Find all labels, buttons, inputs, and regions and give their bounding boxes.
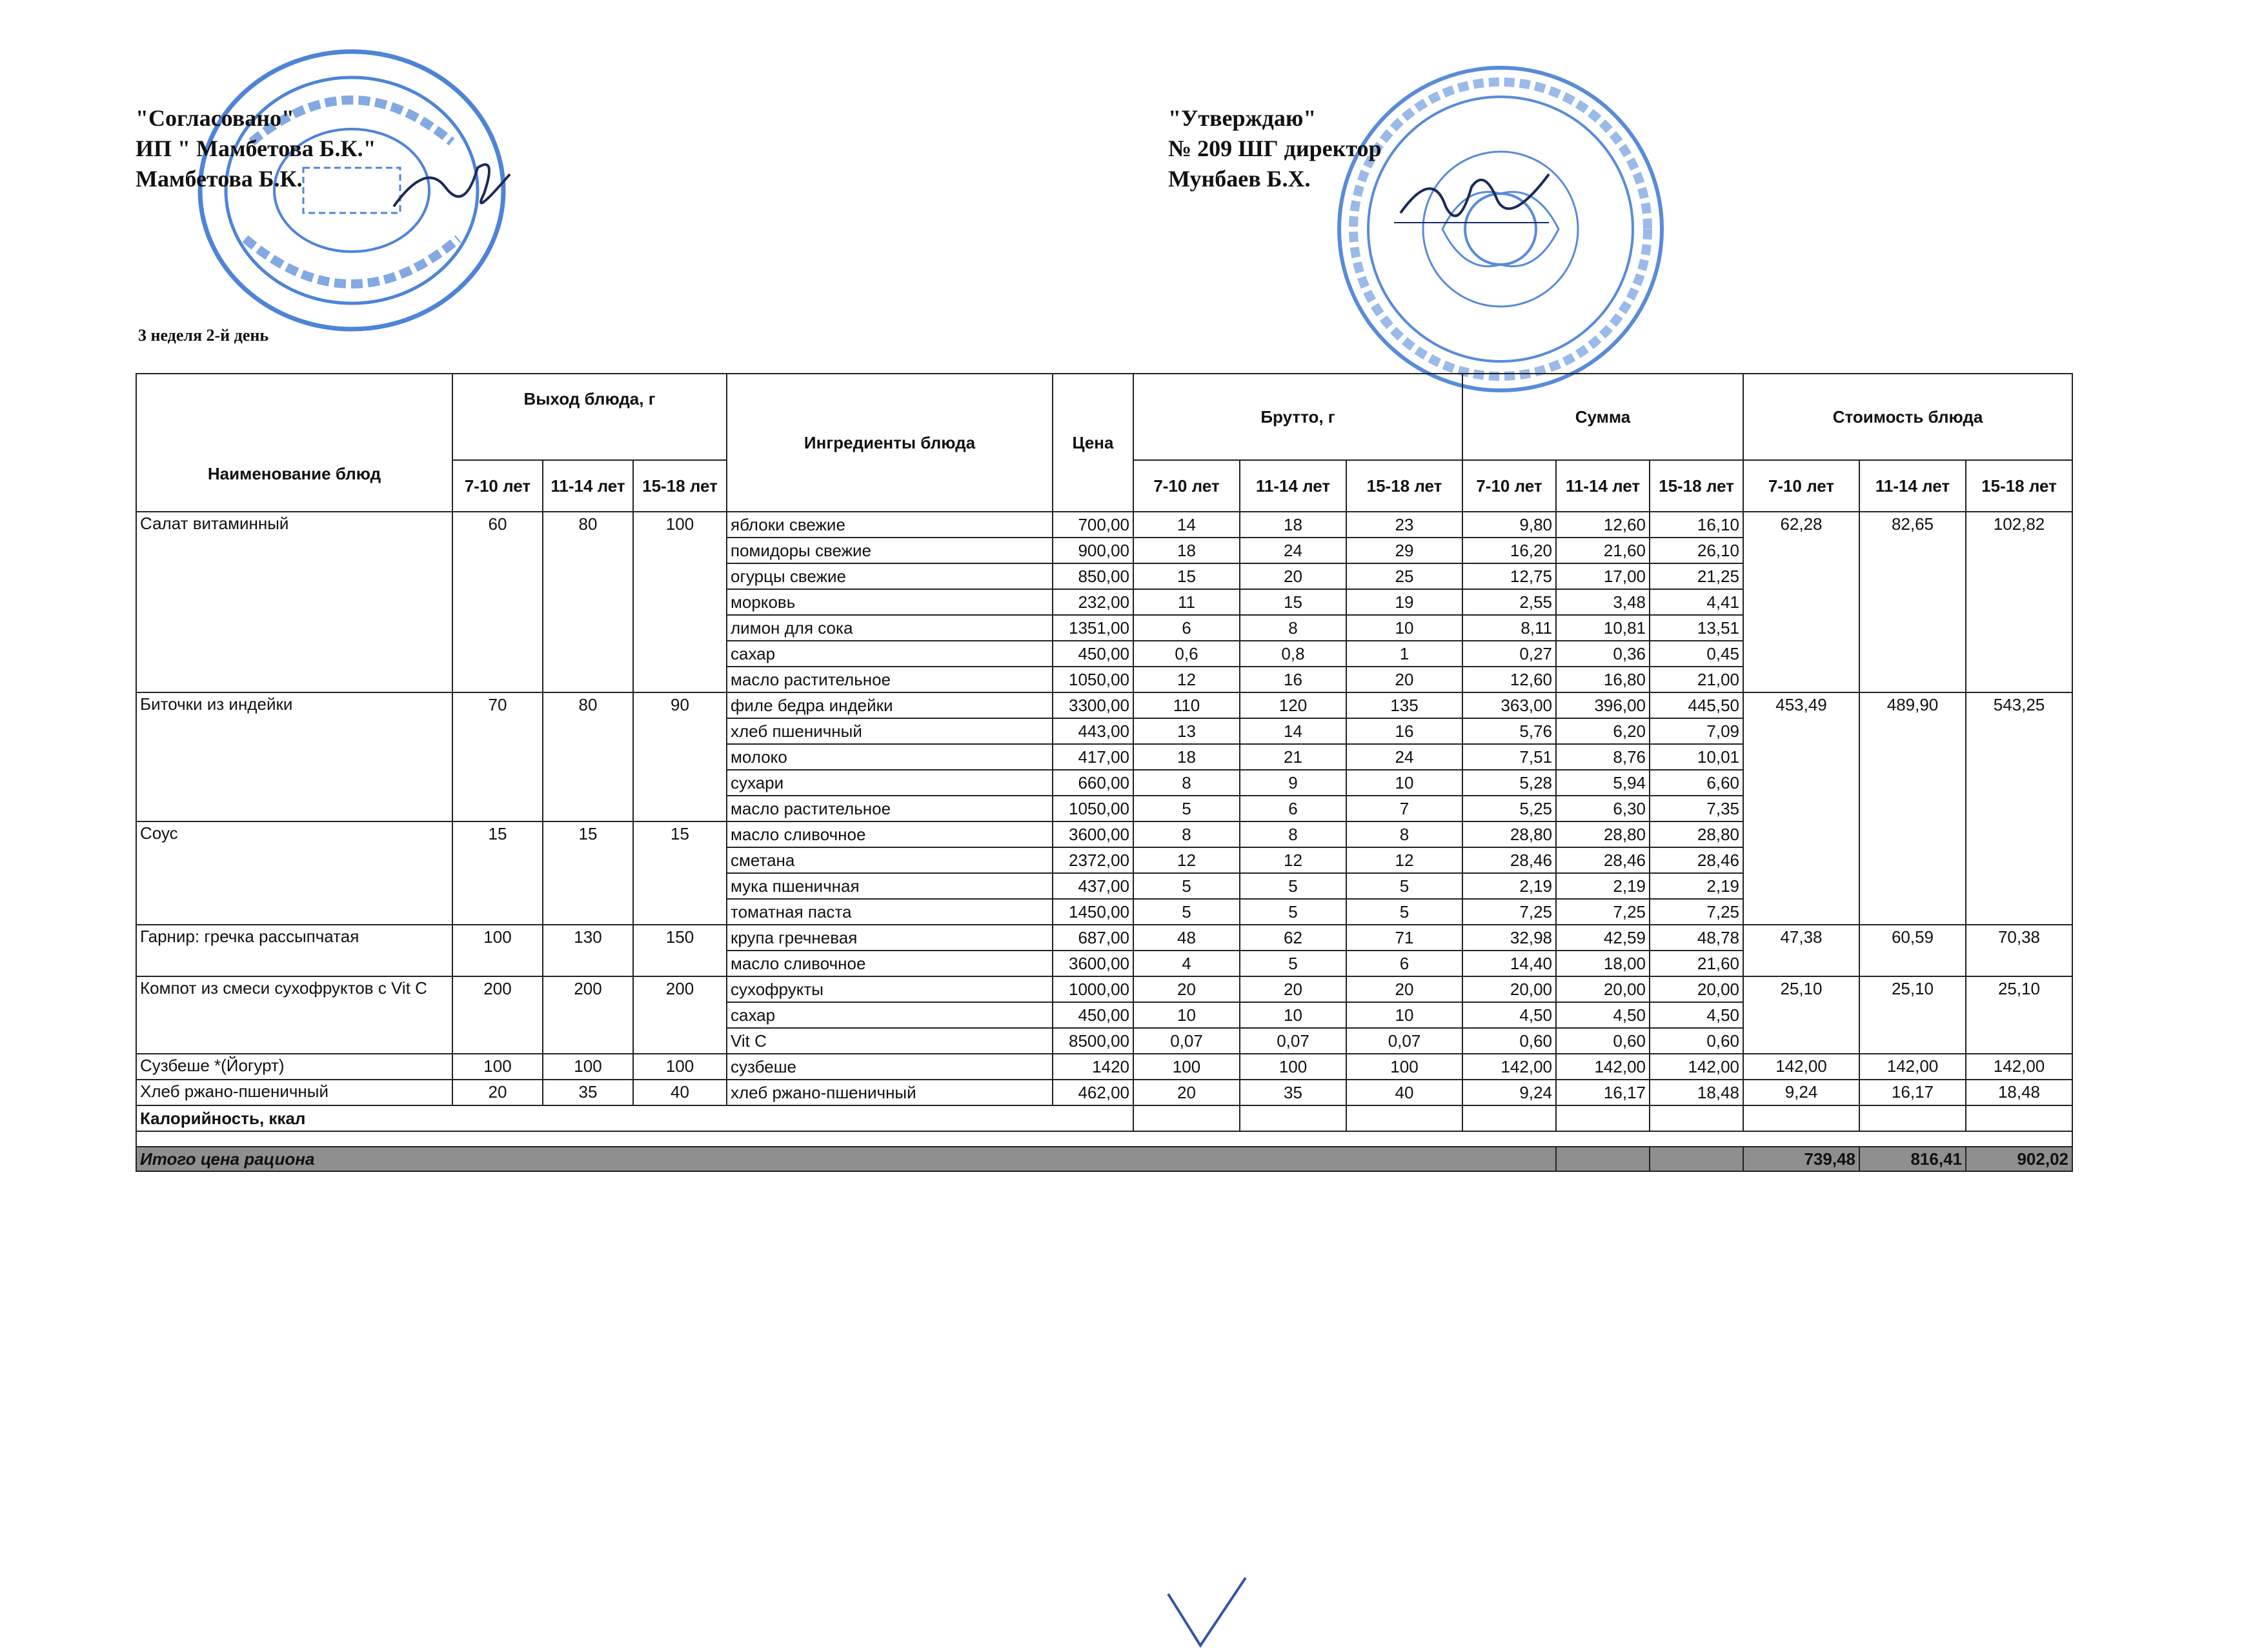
approval-left-title: "Согласовано": [136, 105, 294, 131]
ingredient-gross: 14: [1240, 718, 1346, 744]
table-row: [136, 692, 2072, 718]
ingredient-price: 450,00: [1053, 641, 1133, 667]
ingredient-gross: 25: [1346, 563, 1462, 589]
ingredient-sum: 21,00: [1650, 667, 1743, 692]
ingredient-gross: 20: [1346, 667, 1462, 692]
ingredient-sum: 14,40: [1462, 951, 1556, 976]
ingredient-sum: 5,25: [1462, 796, 1556, 821]
ingredient-sum: 13,51: [1650, 615, 1743, 641]
ingredient-gross: 5: [1133, 796, 1240, 821]
ingredient-sum: 18,00: [1556, 951, 1650, 976]
ingredient-name: помидоры свежие: [727, 538, 1053, 563]
ingredient-price: 3600,00: [1053, 821, 1133, 847]
ingredient-sum: 2,19: [1556, 873, 1650, 899]
ingredient-gross: 1: [1346, 641, 1462, 667]
ingredient-gross: 13: [1133, 718, 1240, 744]
ingredient-name: масло сливочное: [727, 821, 1053, 847]
ingredient-sum: 6,60: [1650, 770, 1743, 796]
ingredient-name: мука пшеничная: [727, 873, 1053, 899]
ingredient-gross: 4: [1133, 951, 1240, 976]
ingredient-gross: 6: [1346, 951, 1462, 976]
ingredient-sum: 8,11: [1462, 615, 1556, 641]
ingredient-sum: 28,46: [1556, 847, 1650, 873]
ingredient-sum: 7,35: [1650, 796, 1743, 821]
ingredient-gross: 100: [1346, 1054, 1462, 1080]
ingredient-name: сахар: [727, 1002, 1053, 1028]
approval-block-right: [1168, 103, 1382, 194]
ingredient-gross: 10: [1133, 1002, 1240, 1028]
dish-yield: 15: [543, 821, 633, 925]
header-sum: Сумма: [1462, 374, 1743, 460]
ingredient-sum: 20,00: [1556, 976, 1650, 1002]
ingredient-gross: 8: [1346, 821, 1462, 847]
ingredient-gross: 8: [1240, 615, 1346, 641]
calories-row: [136, 1105, 2072, 1131]
dish-cost: 70,38: [1966, 925, 2072, 976]
ingredient-price: 232,00: [1053, 589, 1133, 615]
signature-right: [1388, 161, 1555, 239]
ingredient-price: 417,00: [1053, 744, 1133, 770]
dish-yield: 100: [633, 512, 727, 692]
ingredient-name: крупа гречневая: [727, 925, 1053, 951]
ingredient-price: 660,00: [1053, 770, 1133, 796]
dish-cost: 543,25: [1966, 692, 2072, 925]
dish-cost: 47,38: [1743, 925, 1859, 976]
header-cost-age1: 7-10 лет: [1743, 460, 1859, 512]
ingredient-sum: 2,19: [1650, 873, 1743, 899]
ingredient-sum: 16,80: [1556, 667, 1650, 692]
ingredient-name: сухари: [727, 770, 1053, 796]
ingredient-sum: 5,94: [1556, 770, 1650, 796]
approval-left-org: ИП " Мамбетова Б.К.": [136, 136, 376, 161]
dish-cost: 16,17: [1859, 1080, 1966, 1105]
ingredient-gross: 24: [1240, 538, 1346, 563]
ingredient-price: 1050,00: [1053, 667, 1133, 692]
ingredient-gross: 10: [1240, 1002, 1346, 1028]
dish-name: Гарнир: гречка рассыпчатая: [136, 925, 452, 976]
ingredient-sum: 9,24: [1462, 1080, 1556, 1105]
ingredient-gross: 62: [1240, 925, 1346, 951]
ingredient-gross: 7: [1346, 796, 1462, 821]
dish-yield: 70: [452, 692, 543, 821]
ingredient-sum: 7,25: [1556, 899, 1650, 925]
ingredient-gross: 5: [1133, 873, 1240, 899]
ingredient-name: лимон для сока: [727, 615, 1053, 641]
ingredient-sum: 4,50: [1650, 1002, 1743, 1028]
table-row: [136, 976, 2072, 1002]
ingredient-gross: 48: [1133, 925, 1240, 951]
ingredient-gross: 5: [1240, 873, 1346, 899]
check-mark-icon: [1162, 1575, 1252, 1652]
ingredient-sum: 21,60: [1650, 951, 1743, 976]
header-yield-age2: 11-14 лет: [543, 460, 633, 512]
ingredient-gross: 9: [1240, 770, 1346, 796]
approval-block-left: [136, 103, 376, 194]
total-label: Итого цена рациона: [136, 1147, 1556, 1171]
ingredient-gross: 120: [1240, 692, 1346, 718]
dish-yield: 100: [543, 1054, 633, 1080]
header-ingredients: Ингредиенты блюда: [727, 374, 1053, 512]
ingredient-gross: 5: [1133, 899, 1240, 925]
ingredient-gross: 16: [1346, 718, 1462, 744]
dish-cost: 142,00: [1859, 1054, 1966, 1080]
dish-yield: 80: [543, 692, 633, 821]
ingredient-sum: 0,27: [1462, 641, 1556, 667]
ingredient-gross: 14: [1133, 512, 1240, 538]
ingredient-sum: 20,00: [1462, 976, 1556, 1002]
ingredient-name: хлеб ржано-пшеничный: [727, 1080, 1053, 1105]
ingredient-price: 437,00: [1053, 873, 1133, 899]
total-7-10: 739,48: [1743, 1147, 1859, 1171]
ingredient-gross: 12: [1133, 847, 1240, 873]
ingredient-sum: 28,80: [1650, 821, 1743, 847]
ingredient-sum: 17,00: [1556, 563, 1650, 589]
table-row: [136, 1080, 2072, 1105]
menu-body: [136, 512, 2072, 1105]
ingredient-sum: 0,60: [1462, 1028, 1556, 1054]
ingredient-sum: 20,00: [1650, 976, 1743, 1002]
ingredient-gross: 18: [1240, 512, 1346, 538]
dish-cost: 453,49: [1743, 692, 1859, 925]
ingredient-price: 1000,00: [1053, 976, 1133, 1002]
ingredient-sum: 12,60: [1556, 512, 1650, 538]
dish-yield: 15: [633, 821, 727, 925]
ingredient-gross: 0,07: [1240, 1028, 1346, 1054]
ingredient-price: 1351,00: [1053, 615, 1133, 641]
ingredient-name: сузбеше: [727, 1054, 1053, 1080]
dish-cost: 62,28: [1743, 512, 1859, 692]
ingredient-sum: 9,80: [1462, 512, 1556, 538]
dish-yield: 100: [452, 1054, 543, 1080]
ingredient-sum: 28,80: [1556, 821, 1650, 847]
ingredient-sum: 18,48: [1650, 1080, 1743, 1105]
ingredient-name: томатная паста: [727, 899, 1053, 925]
ingredient-gross: 20: [1240, 563, 1346, 589]
dish-name: Биточки из индейки: [136, 692, 452, 821]
week-day-label: 3 неделя 2-й день: [138, 326, 269, 345]
dish-name: Соус: [136, 821, 452, 925]
ingredient-sum: 10,01: [1650, 744, 1743, 770]
ingredient-gross: 8: [1240, 821, 1346, 847]
ingredient-gross: 5: [1240, 899, 1346, 925]
dish-name: Хлеб ржано-пшеничный: [136, 1080, 452, 1105]
header-cost-age2: 11-14 лет: [1859, 460, 1966, 512]
dish-yield: 200: [452, 976, 543, 1054]
dish-name: Сузбеше *(Йогурт): [136, 1054, 452, 1080]
ingredient-sum: 12,60: [1462, 667, 1556, 692]
dish-yield: 150: [633, 925, 727, 976]
table-row: [136, 512, 2072, 538]
ingredient-gross: 135: [1346, 692, 1462, 718]
ingredient-gross: 35: [1240, 1080, 1346, 1105]
dish-yield: 80: [543, 512, 633, 692]
dish-cost: 82,65: [1859, 512, 1966, 692]
ingredient-price: 900,00: [1053, 538, 1133, 563]
ingredient-price: 1420: [1053, 1054, 1133, 1080]
ingredient-gross: 100: [1240, 1054, 1346, 1080]
dish-yield: 200: [633, 976, 727, 1054]
ingredient-name: хлеб пшеничный: [727, 718, 1053, 744]
ingredient-sum: 142,00: [1650, 1054, 1743, 1080]
ingredient-sum: 48,78: [1650, 925, 1743, 951]
dish-name: Салат витаминный: [136, 512, 452, 692]
ingredient-sum: 0,60: [1650, 1028, 1743, 1054]
header-yield-age3: 15-18 лет: [633, 460, 727, 512]
ingredient-gross: 110: [1133, 692, 1240, 718]
ingredient-sum: 7,25: [1650, 899, 1743, 925]
header-sum-age3: 15-18 лет: [1650, 460, 1743, 512]
menu-table: [136, 373, 2073, 1172]
ingredient-gross: 5: [1346, 899, 1462, 925]
table-row: [136, 925, 2072, 951]
ingredient-name: масло растительное: [727, 667, 1053, 692]
approval-left-person: Мамбетова Б.К.: [136, 166, 303, 192]
dish-cost: 25,10: [1859, 976, 1966, 1054]
ingredient-gross: 40: [1346, 1080, 1462, 1105]
ingredient-gross: 0,8: [1240, 641, 1346, 667]
ingredient-gross: 23: [1346, 512, 1462, 538]
ingredient-gross: 0,6: [1133, 641, 1240, 667]
ingredient-sum: 16,17: [1556, 1080, 1650, 1105]
header-cost-age3: 15-18 лет: [1966, 460, 2072, 512]
ingredient-sum: 8,76: [1556, 744, 1650, 770]
ingredient-sum: 12,75: [1462, 563, 1556, 589]
ingredient-price: 3600,00: [1053, 951, 1133, 976]
ingredient-sum: 21,25: [1650, 563, 1743, 589]
dish-yield: 130: [543, 925, 633, 976]
ingredient-price: 462,00: [1053, 1080, 1133, 1105]
ingredient-sum: 6,30: [1556, 796, 1650, 821]
ingredient-gross: 5: [1240, 951, 1346, 976]
dish-yield: 35: [543, 1080, 633, 1105]
ingredient-gross: 71: [1346, 925, 1462, 951]
dish-cost: 9,24: [1743, 1080, 1859, 1105]
header-yield: Выход блюда, г: [452, 374, 727, 460]
ingredient-sum: 4,41: [1650, 589, 1743, 615]
approval-right-title: "Утверждаю": [1168, 105, 1317, 131]
ingredient-sum: 26,10: [1650, 538, 1743, 563]
ingredient-gross: 12: [1133, 667, 1240, 692]
ingredient-sum: 5,28: [1462, 770, 1556, 796]
ingredient-price: 687,00: [1053, 925, 1133, 951]
dish-yield: 100: [452, 925, 543, 976]
dish-cost: 142,00: [1743, 1054, 1859, 1080]
dish-cost: 25,10: [1743, 976, 1859, 1054]
header-gross: Брутто, г: [1133, 374, 1462, 460]
dish-cost: 25,10: [1966, 976, 2072, 1054]
ingredient-gross: 10: [1346, 770, 1462, 796]
ingredient-gross: 15: [1240, 589, 1346, 615]
ingredient-sum: 21,60: [1556, 538, 1650, 563]
ingredient-name: масло растительное: [727, 796, 1053, 821]
dish-cost: 142,00: [1966, 1054, 2072, 1080]
header-gross-age3: 15-18 лет: [1346, 460, 1462, 512]
ingredient-gross: 24: [1346, 744, 1462, 770]
dish-yield: 200: [543, 976, 633, 1054]
dish-yield: 15: [452, 821, 543, 925]
ingredient-gross: 12: [1346, 847, 1462, 873]
total-row: [136, 1147, 2072, 1171]
ingredient-gross: 10: [1346, 1002, 1462, 1028]
ingredient-gross: 5: [1346, 873, 1462, 899]
ingredient-gross: 12: [1240, 847, 1346, 873]
ingredient-price: 2372,00: [1053, 847, 1133, 873]
ingredient-price: 1050,00: [1053, 796, 1133, 821]
ingredient-gross: 20: [1346, 976, 1462, 1002]
header-cost: Стоимость блюда: [1743, 374, 2072, 460]
ingredient-sum: 32,98: [1462, 925, 1556, 951]
ingredient-gross: 21: [1240, 744, 1346, 770]
ingredient-gross: 11: [1133, 589, 1240, 615]
ingredient-sum: 4,50: [1556, 1002, 1650, 1028]
ingredient-name: морковь: [727, 589, 1053, 615]
dish-cost: 60,59: [1859, 925, 1966, 976]
ingredient-sum: 7,51: [1462, 744, 1556, 770]
dish-cost: 102,82: [1966, 512, 2072, 692]
ingredient-name: огурцы свежие: [727, 563, 1053, 589]
dish-cost: 18,48: [1966, 1080, 2072, 1105]
ingredient-gross: 8: [1133, 821, 1240, 847]
ingredient-price: 850,00: [1053, 563, 1133, 589]
ingredient-sum: 42,59: [1556, 925, 1650, 951]
ingredient-sum: 363,00: [1462, 692, 1556, 718]
ingredient-price: 3300,00: [1053, 692, 1133, 718]
ingredient-sum: 10,81: [1556, 615, 1650, 641]
ingredient-price: 1450,00: [1053, 899, 1133, 925]
ingredient-sum: 28,80: [1462, 821, 1556, 847]
header-price: Цена: [1053, 374, 1133, 512]
ingredient-gross: 15: [1133, 563, 1240, 589]
ingredient-gross: 100: [1133, 1054, 1240, 1080]
ingredient-name: молоко: [727, 744, 1053, 770]
ingredient-sum: 7,09: [1650, 718, 1743, 744]
approval-right-person: Мунбаев Б.Х.: [1168, 166, 1311, 192]
ingredient-sum: 142,00: [1556, 1054, 1650, 1080]
ingredient-name: сметана: [727, 847, 1053, 873]
ingredient-gross: 8: [1133, 770, 1240, 796]
ingredient-sum: 28,46: [1650, 847, 1743, 873]
table-row: [136, 1054, 2072, 1080]
ingredient-sum: 0,36: [1556, 641, 1650, 667]
ingredient-gross: 6: [1133, 615, 1240, 641]
ingredient-gross: 19: [1346, 589, 1462, 615]
ingredient-price: 450,00: [1053, 1002, 1133, 1028]
header-dish: Наименование блюд: [136, 374, 452, 512]
ingredient-sum: 7,25: [1462, 899, 1556, 925]
spacer-row: [136, 1131, 2072, 1147]
ingredient-name: масло сливочное: [727, 951, 1053, 976]
ingredient-sum: 16,10: [1650, 512, 1743, 538]
header-yield-age1: 7-10 лет: [452, 460, 543, 512]
ingredient-gross: 18: [1133, 538, 1240, 563]
ingredient-name: сахар: [727, 641, 1053, 667]
ingredient-sum: 142,00: [1462, 1054, 1556, 1080]
ingredient-gross: 18: [1133, 744, 1240, 770]
ingredient-gross: 20: [1240, 976, 1346, 1002]
total-15-18: 902,02: [1966, 1147, 2072, 1171]
ingredient-gross: 10: [1346, 615, 1462, 641]
ingredient-gross: 29: [1346, 538, 1462, 563]
ingredient-sum: 396,00: [1556, 692, 1650, 718]
ingredient-gross: 0,07: [1346, 1028, 1462, 1054]
ingredient-sum: 2,55: [1462, 589, 1556, 615]
ingredient-sum: 0,60: [1556, 1028, 1650, 1054]
ingredient-gross: 0,07: [1133, 1028, 1240, 1054]
ingredient-name: филе бедра индейки: [727, 692, 1053, 718]
ingredient-sum: 6,20: [1556, 718, 1650, 744]
ingredient-sum: 16,20: [1462, 538, 1556, 563]
signature-left: [387, 148, 516, 226]
header-sum-age1: 7-10 лет: [1462, 460, 1556, 512]
ingredient-sum: 0,45: [1650, 641, 1743, 667]
calories-label: Калорийность, ккал: [136, 1105, 1133, 1131]
ingredient-gross: 6: [1240, 796, 1346, 821]
ingredient-sum: 445,50: [1650, 692, 1743, 718]
ingredient-gross: 16: [1240, 667, 1346, 692]
dish-yield: 90: [633, 692, 727, 821]
dish-cost: 489,90: [1859, 692, 1966, 925]
ingredient-price: 700,00: [1053, 512, 1133, 538]
dish-yield: 40: [633, 1080, 727, 1105]
total-11-14: 816,41: [1859, 1147, 1966, 1171]
ingredient-sum: 3,48: [1556, 589, 1650, 615]
ingredient-sum: 4,50: [1462, 1002, 1556, 1028]
dish-name: Компот из смеси сухофруктов с Vit C: [136, 976, 452, 1054]
ingredient-name: сухофрукты: [727, 976, 1053, 1002]
ingredient-sum: 2,19: [1462, 873, 1556, 899]
ingredient-sum: 5,76: [1462, 718, 1556, 744]
ingredient-price: 443,00: [1053, 718, 1133, 744]
approval-right-org: № 209 ШГ директор: [1168, 136, 1382, 161]
header-gross-age1: 7-10 лет: [1133, 460, 1240, 512]
dish-yield: 60: [452, 512, 543, 692]
ingredient-sum: 28,46: [1462, 847, 1556, 873]
ingredient-gross: 20: [1133, 976, 1240, 1002]
header-gross-age2: 11-14 лет: [1240, 460, 1346, 512]
ingredient-name: яблоки свежие: [727, 512, 1053, 538]
header-sum-age2: 11-14 лет: [1556, 460, 1650, 512]
ingredient-price: 8500,00: [1053, 1028, 1133, 1054]
dish-yield: 20: [452, 1080, 543, 1105]
dish-yield: 100: [633, 1054, 727, 1080]
ingredient-name: Vit C: [727, 1028, 1053, 1054]
ingredient-gross: 20: [1133, 1080, 1240, 1105]
